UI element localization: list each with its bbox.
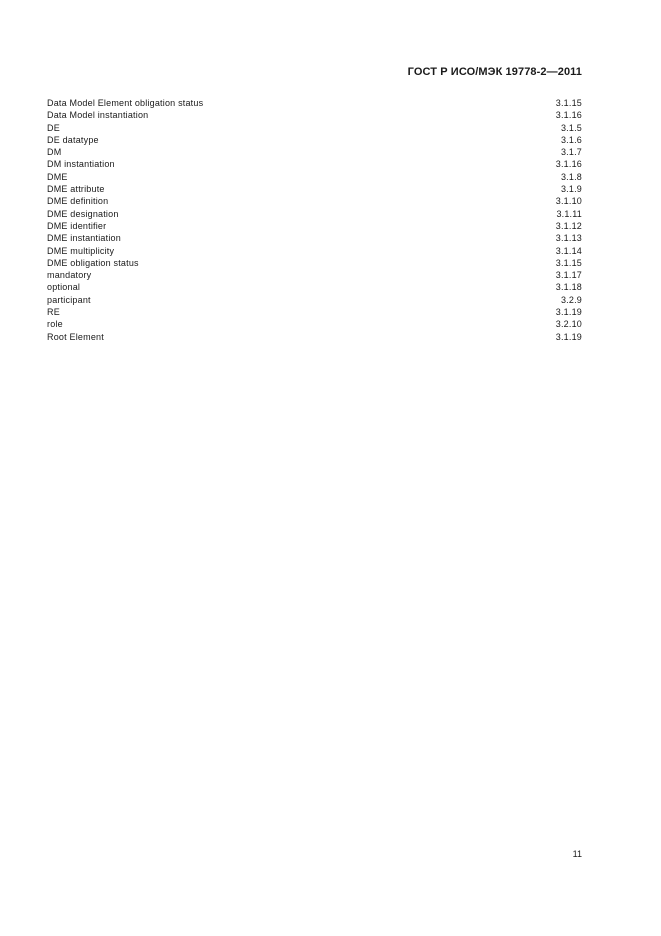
index-entry xyxy=(47,122,582,134)
index-term: DME instantiation xyxy=(47,233,121,244)
term-index xyxy=(47,97,582,343)
index-reference: 3.1.15 xyxy=(555,98,582,108)
standard-designation: ГОСТ Р ИСО/МЭК 19778-2—2011 xyxy=(407,66,582,78)
index-term: participant xyxy=(47,294,91,305)
index-term: DME xyxy=(47,171,68,182)
index-entry xyxy=(47,183,582,195)
index-entry xyxy=(47,208,582,220)
index-reference: 3.1.19 xyxy=(555,331,582,342)
index-reference: 3.2.9 xyxy=(560,294,582,305)
index-term: DME multiplicity xyxy=(47,245,115,256)
index-entry xyxy=(47,269,582,281)
index-entry xyxy=(47,294,582,306)
index-term: Data Model Element obligation status xyxy=(47,98,204,108)
index-entry xyxy=(47,97,582,109)
index-reference: 3.1.13 xyxy=(555,233,582,244)
index-term: DME identifier xyxy=(47,220,107,231)
index-reference: 3.1.7 xyxy=(560,147,582,158)
index-reference: 3.1.17 xyxy=(555,270,582,281)
page-number: 11 xyxy=(572,849,582,859)
index-reference: 3.1.6 xyxy=(560,134,582,145)
index-entry xyxy=(47,331,582,343)
index-term: DM xyxy=(47,147,62,158)
index-entry xyxy=(47,318,582,330)
index-reference: 3.1.9 xyxy=(560,184,582,195)
index-reference: 3.1.8 xyxy=(560,171,582,182)
index-entry xyxy=(47,134,582,146)
index-entry xyxy=(47,220,582,232)
index-term: DME definition xyxy=(47,196,109,207)
index-entry xyxy=(47,281,582,293)
index-entry xyxy=(47,158,582,170)
index-entry xyxy=(47,109,582,121)
index-term: DME designation xyxy=(47,208,119,219)
index-term: Data Model instantiation xyxy=(47,110,149,121)
index-entry xyxy=(47,257,582,269)
index-reference: 3.1.18 xyxy=(555,282,582,293)
index-reference: 3.1.19 xyxy=(555,307,582,318)
index-reference: 3.1.16 xyxy=(555,159,582,170)
index-reference: 3.1.10 xyxy=(555,196,582,207)
index-term: optional xyxy=(47,282,81,293)
index-entry xyxy=(47,195,582,207)
index-term: role xyxy=(47,319,63,330)
index-term: RE xyxy=(47,307,60,318)
index-reference: 3.1.11 xyxy=(556,208,582,219)
index-entry xyxy=(47,171,582,183)
index-term: DE datatype xyxy=(47,134,99,145)
index-term: Root Element xyxy=(47,331,104,342)
index-term: DME attribute xyxy=(47,184,105,195)
index-reference: 3.1.16 xyxy=(555,110,582,121)
index-reference: 3.1.12 xyxy=(555,220,582,231)
index-entry xyxy=(47,306,582,318)
index-entry xyxy=(47,146,582,158)
index-reference: 3.2.10 xyxy=(555,319,582,330)
index-reference: 3.1.14 xyxy=(555,245,582,256)
index-term: DE xyxy=(47,122,60,133)
index-term: DM instantiation xyxy=(47,159,115,170)
index-term: DME obligation status xyxy=(47,257,139,268)
index-term: mandatory xyxy=(47,270,92,281)
index-reference: 3.1.15 xyxy=(555,257,582,268)
index-reference: 3.1.5 xyxy=(560,122,582,133)
index-entry xyxy=(47,245,582,257)
index-entry xyxy=(47,232,582,244)
